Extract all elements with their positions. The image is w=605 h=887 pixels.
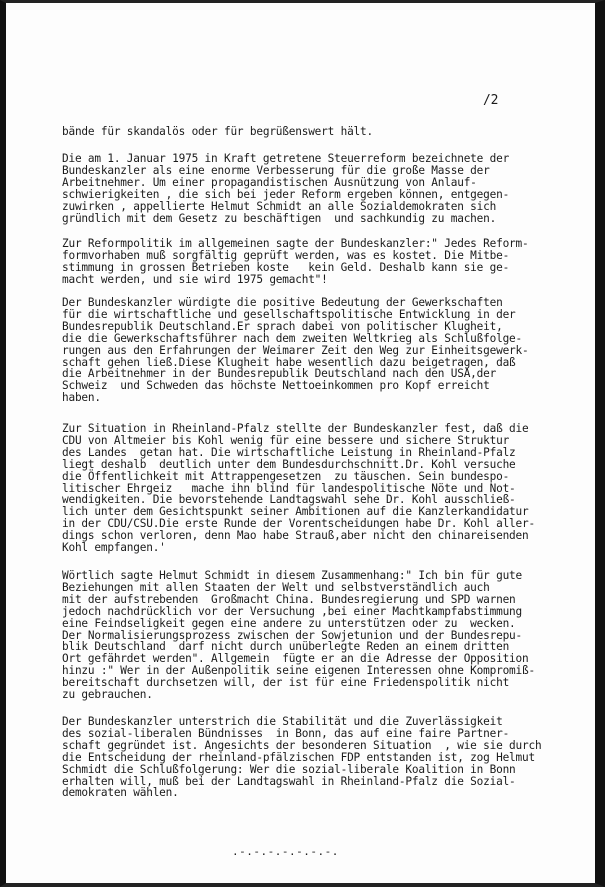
text-line: haben. <box>62 391 101 405</box>
document-page <box>6 3 595 883</box>
text-line: stimmung in grossen Betrieben koste kein Geld. Deshalb kann sie ge- <box>62 260 510 274</box>
text-line: die Arbeitnehmer in der Bundesrepublik Deutschland nach den USA,der <box>62 367 497 381</box>
paragraph-koalition <box>62 716 572 799</box>
text-line: liegt deshalb deutlich unter dem Bundesdurchschnitt.Dr. Kohl versuche <box>62 457 516 471</box>
text-line: lich unter dem Gesichtspunkt seiner Ambitionen auf die Kanzlerkandidatur <box>62 505 529 519</box>
text-line: dings schon verloren, denn Mao habe Strauß,aber nicht den chinareisenden <box>62 529 529 543</box>
text-line: Beziehungen mit allen Staaten der Welt und selbstverständlich auch <box>62 580 490 594</box>
text-line: litischer Ehrgeiz mache ihn blind für landespolitische Nöte und Not- <box>62 481 516 495</box>
text-line: bereitschaft durchsetzen will, der ist für eine Friedenspolitik nicht <box>62 676 510 690</box>
text-line: Kohl empfangen.' <box>62 541 166 555</box>
text-line: Bundeskanzler als eine enorme Verbesserung für die große Masse der <box>62 163 490 177</box>
text-line: mit der aufstrebenden Großmacht China. Bundesregierung und SPD warnen <box>62 592 516 606</box>
text-line: Zur Situation in Rheinland-Pfalz stellte der Bundeskanzler fest, daß die <box>62 422 529 435</box>
text-line: zuwirken , appellierte Helmut Schmidt an alle Sozialdemokraten sich <box>62 199 497 213</box>
paragraph-reformpolitik <box>62 238 572 286</box>
text-line: Bundesrepublik Deutschland.Er sprach dabei von politischer Klugheit, <box>62 319 503 333</box>
text-line: schwierigkeiten , die sich bei jeder Reform ergeben können, entgegen- <box>62 187 510 201</box>
text-line: die Öffentlichkeit mit Attrappengesetzen zu täuschen. Sein bundespo- <box>62 469 510 483</box>
text-line: eine Feindseligkeit gegen eine andere zu unterstützen oder zu wecken. <box>62 616 516 630</box>
text-line: zu gebrauchen. <box>62 688 153 702</box>
text-line: hinzu :" Wer in der Außenpolitik seine eigenen Interessen ohne Kompromiß- <box>62 664 535 678</box>
text-line: demokraten wählen. <box>62 786 179 800</box>
text-line: jedoch nachdrücklich vor der Versuchung ,bei einer Machtkampfabstimmung <box>62 604 523 618</box>
text-line: die Entscheidung der rheinland-pfälzischen FDP entstanden ist, zog Helmut <box>62 750 535 764</box>
text-line: macht werden, und sie wird 1975 gemacht"! <box>62 272 328 286</box>
text-line: schaft gehen ließ.Diese Klugheit habe wesentlich dazu beigetragen, daß <box>62 355 516 369</box>
text-line: Der Normalisierungsprozess zwischen der Sowjetunion und der Bundesrepu- <box>62 628 523 642</box>
page-number: /2 <box>483 93 499 108</box>
text-line: die die Gewerkschaftsführer nach dem zweiten Weltkrieg als Schlußfolge- <box>62 331 523 345</box>
end-of-document-marker: .-.-.-.-.-.-.-. <box>232 845 339 858</box>
text-line: bände für skandalös oder für begrüßenswert hält. <box>62 125 373 138</box>
text-line: Wörtlich sagte Helmut Schmidt in diesem Zusammenhang:" Ich bin für gute <box>62 569 523 582</box>
paragraph-rheinland-pfalz <box>62 423 572 554</box>
paragraph-gewerkschaften <box>62 297 572 404</box>
text-line: für die wirtschaftliche und gesellschaftspolitische Entwicklung in der <box>62 307 516 321</box>
text-line: Der Bundeskanzler würdigte die positive Bedeutung der Gewerkschaften <box>62 296 503 309</box>
text-line: in der CDU/CSU.Die erste Runde der Vorentscheidungen habe Dr. Kohl aller- <box>62 517 535 531</box>
text-line: Schweiz und Schweden das höchste Nettoeinkommen pro Kopf erreicht <box>62 379 490 393</box>
text-line: Die am 1. Januar 1975 in Kraft getretene Steuerreform bezeichnete der <box>62 152 510 165</box>
text-line: formvorhaben muß sorgfältig geprüft werden, was es kostet. Die Mitbe- <box>62 248 510 262</box>
text-line: des sozial-liberalen Bündnisses in Bonn, das auf eine faire Partner- <box>62 726 510 740</box>
text-line: gründlich mit dem Gesetz zu beschäftigen und sachkundig zu machen. <box>62 211 497 225</box>
text-line: erhalten will, muß bei der Landtagswahl in Rheinland-Pfalz die Sozial- <box>62 774 516 788</box>
text-line: Zur Reformpolitik im allgemeinen sagte der Bundeskanzler:" Jedes Reform- <box>62 237 529 250</box>
text-line: des Landes getan hat. Die wirtschaftliche Leistung in Rheinland-Pfalz <box>62 445 516 459</box>
text-line: rungen aus den Erfahrungen der Weimarer Zeit den Weg zur Einheitsgewerk- <box>62 343 529 357</box>
text-line: Der Bundeskanzler unterstrich die Stabilität und die Zuverlässigkeit <box>62 715 503 728</box>
text-line: wendigkeiten. Die bevorstehende Landtagswahl sehe Dr. Kohl ausschließ- <box>62 493 516 507</box>
text-line: schaft gegründet ist. Angesichts der besonderen Situation , wie sie durch <box>62 738 542 752</box>
text-line: Arbeitnehmer. Um einer propagandistischen Ausnützung von Anlauf- <box>62 175 477 189</box>
text-line: CDU von Altmeier bis Kohl wenig für eine bessere und sichere Struktur <box>62 433 510 447</box>
paragraph-steuerreform <box>62 153 572 224</box>
paragraph-aussenpolitik <box>62 570 572 701</box>
text-line: Ort gefährdet werden". Allgemein fügte er an die Adresse der Opposition <box>62 652 529 666</box>
text-line: Schmidt die Schlußfolgerung: Wer die sozial-liberale Koalition in Bonn <box>62 762 516 776</box>
text-line: blik Deutschland darf nicht durch unüberlegte Reden an einem dritten <box>62 640 510 654</box>
paragraph-intro-fragment <box>62 126 572 138</box>
